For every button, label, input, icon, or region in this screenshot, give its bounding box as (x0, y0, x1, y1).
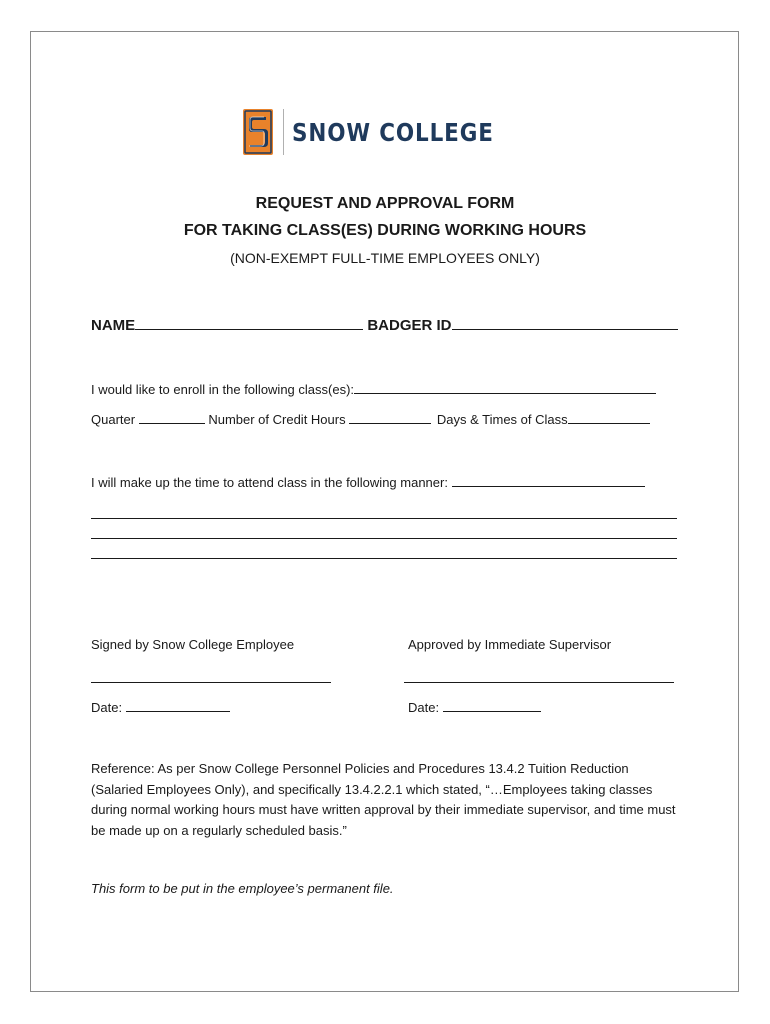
makeup-field[interactable] (452, 474, 645, 487)
makeup-line-1[interactable] (91, 518, 677, 519)
form-title: REQUEST AND APPROVAL FORM (255, 195, 515, 212)
supervisor-signature-field[interactable] (404, 682, 674, 683)
supervisor-date-row (408, 699, 541, 715)
supervisor-date-label: Date: (408, 700, 440, 715)
logo-wordmark: SNOW COLLEGE (292, 117, 494, 147)
days-times-label: Days & Times of Class (436, 412, 568, 427)
classes-field[interactable] (354, 381, 656, 394)
employee-date-label: Date: (91, 700, 123, 715)
makeup-line-3[interactable] (91, 558, 677, 559)
policy-reference: Reference: As per Snow College Personnel Policies and Procedures 13.4.2 Tuition Reduction (Salaried Employees Only), and specifically 13.4.2.2.1 which stated, “…Employees taking classes during normal working hours must have written approval by their immediate supervisor, and time must be made up on a regularly scheduled basis.” (91, 761, 676, 838)
logo-divider (283, 109, 284, 155)
page-border (30, 31, 739, 992)
name-label: NAME (91, 317, 136, 334)
form-title-line-2: FOR TAKING CLASS(ES) DURING WORKING HOURS (183, 222, 587, 239)
credit-hours-field[interactable] (349, 411, 431, 424)
employee-signature-field[interactable] (91, 682, 331, 683)
quarter-label: Quarter (91, 412, 136, 427)
credit-hours-label: Number of Credit Hours (208, 412, 346, 427)
employee-date-field[interactable] (126, 699, 230, 712)
form-subtitle: (NON-EXEMPT FULL-TIME EMPLOYEES ONLY) (230, 250, 540, 266)
supervisor-date-field[interactable] (443, 699, 541, 712)
supervisor-approval-label: Approved by Immediate Supervisor (408, 637, 612, 652)
days-times-field[interactable] (568, 411, 650, 424)
classes-row (91, 381, 656, 397)
badger-id-label: BADGER ID (367, 317, 452, 334)
name-field[interactable] (135, 316, 363, 330)
makeup-line-2[interactable] (91, 538, 677, 539)
filing-note: This form to be put in the employee’s permanent file. (91, 881, 394, 896)
college-logo (243, 108, 527, 156)
makeup-label: I will make up the time to attend class in the following manner: (91, 475, 448, 490)
badger-id-field[interactable] (452, 316, 678, 330)
quarter-field[interactable] (139, 411, 205, 424)
makeup-row (91, 474, 645, 490)
class-details-row (91, 411, 650, 427)
employee-signature-label: Signed by Snow College Employee (91, 637, 295, 652)
snow-college-s-icon (243, 109, 273, 155)
employee-date-row (91, 699, 230, 715)
classes-label: I would like to enroll in the following class(es): (91, 382, 355, 397)
name-badger-row (91, 316, 678, 334)
